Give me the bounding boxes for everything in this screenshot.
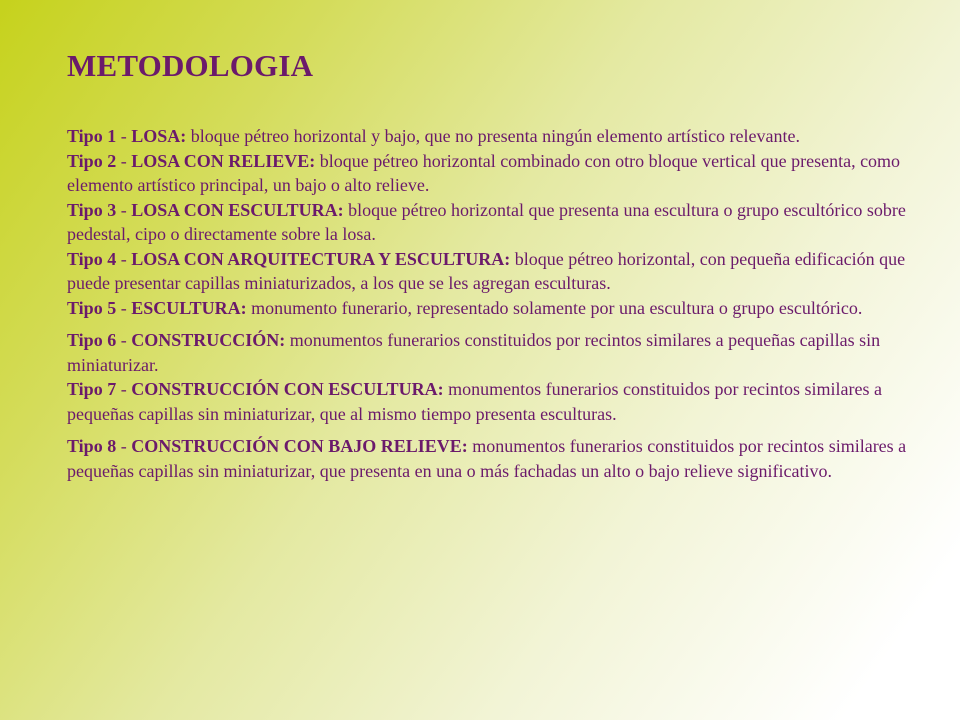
tipo-4-name: LOSA CON ARQUITECTURA Y ESCULTURA: <box>131 248 511 269</box>
tipo-4-label: Tipo 4 <box>67 248 117 269</box>
tipo-5-description: monumento funerario, representado solamente por una escultura o grupo escultórico. <box>246 297 863 318</box>
tipo-4 <box>67 247 917 296</box>
tipo-7-description: monumentos funerarios constituidos por recintos similares a pequeñas capillas sin miniaturizar, que al mismo tiempo presenta esculturas. <box>67 379 883 424</box>
tipo-8-description: monumentos funerarios constituidos por recintos similares a pequeñas capillas sin miniaturizar, que presenta en una o más fachadas un alto o bajo relieve significativo. <box>67 436 907 481</box>
tipo-8-label: Tipo 8 <box>67 436 117 456</box>
tipo-5-name: ESCULTURA: <box>131 297 247 318</box>
tipo-2-name: LOSA CON RELIEVE: <box>131 150 316 171</box>
tipo-6 <box>67 328 917 377</box>
tipo-5-label: Tipo 5 <box>67 297 117 318</box>
tipo-1-description: bloque pétreo horizontal y bajo, que no presenta ningún elemento artístico relevante. <box>186 126 801 146</box>
tipo-1-separator: - <box>116 126 132 146</box>
tipo-3-name: LOSA CON ESCULTURA: <box>131 199 344 220</box>
tipo-6-description: monumentos funerarios constituidos por recintos similares a pequeñas capillas sin miniaturizar. <box>67 330 881 375</box>
tipo-5 <box>67 296 917 321</box>
tipo-4-description: bloque pétreo horizontal, con pequeña edificación que puede presentar capillas miniaturizados, a los que se les agregan esculturas. <box>67 248 906 293</box>
tipo-7-label: Tipo 7 <box>67 379 117 399</box>
tipo-2 <box>67 149 917 198</box>
tipo-1-name: LOSA: <box>131 126 187 146</box>
tipo-4-separator: - <box>116 248 132 269</box>
tipo-7-name: CONSTRUCCIÓN CON ESCULTURA: <box>131 379 444 399</box>
tipo-3-label: Tipo 3 <box>67 199 117 220</box>
tipo-2-label: Tipo 2 <box>67 150 117 171</box>
tipo-6-label: Tipo 6 <box>67 330 117 350</box>
tipo-list <box>67 124 917 483</box>
tipo-8-name: CONSTRUCCIÓN CON BAJO RELIEVE: <box>131 436 468 456</box>
tipo-1-label: Tipo 1 <box>67 126 117 146</box>
tipo-1 <box>67 124 917 149</box>
slide-title: METODOLOGIA <box>67 48 314 83</box>
tipo-3-separator: - <box>116 199 132 220</box>
tipo-5-separator: - <box>116 297 132 318</box>
tipo-2-description: bloque pétreo horizontal combinado con otro bloque vertical que presenta, como elemento artístico principal, un bajo o alto relieve. <box>67 150 901 195</box>
tipo-6-separator: - <box>116 330 132 350</box>
tipo-3-description: bloque pétreo horizontal que presenta una escultura o grupo escultórico sobre pedestal, cipo o directamente sobre la losa. <box>67 199 906 244</box>
tipo-3 <box>67 198 917 247</box>
tipo-7-separator: - <box>116 379 132 399</box>
tipo-8-separator: - <box>116 436 132 456</box>
tipo-7 <box>67 377 917 426</box>
tipo-8 <box>67 434 917 483</box>
tipo-2-separator: - <box>116 150 132 171</box>
tipo-6-name: CONSTRUCCIÓN: <box>131 330 286 350</box>
